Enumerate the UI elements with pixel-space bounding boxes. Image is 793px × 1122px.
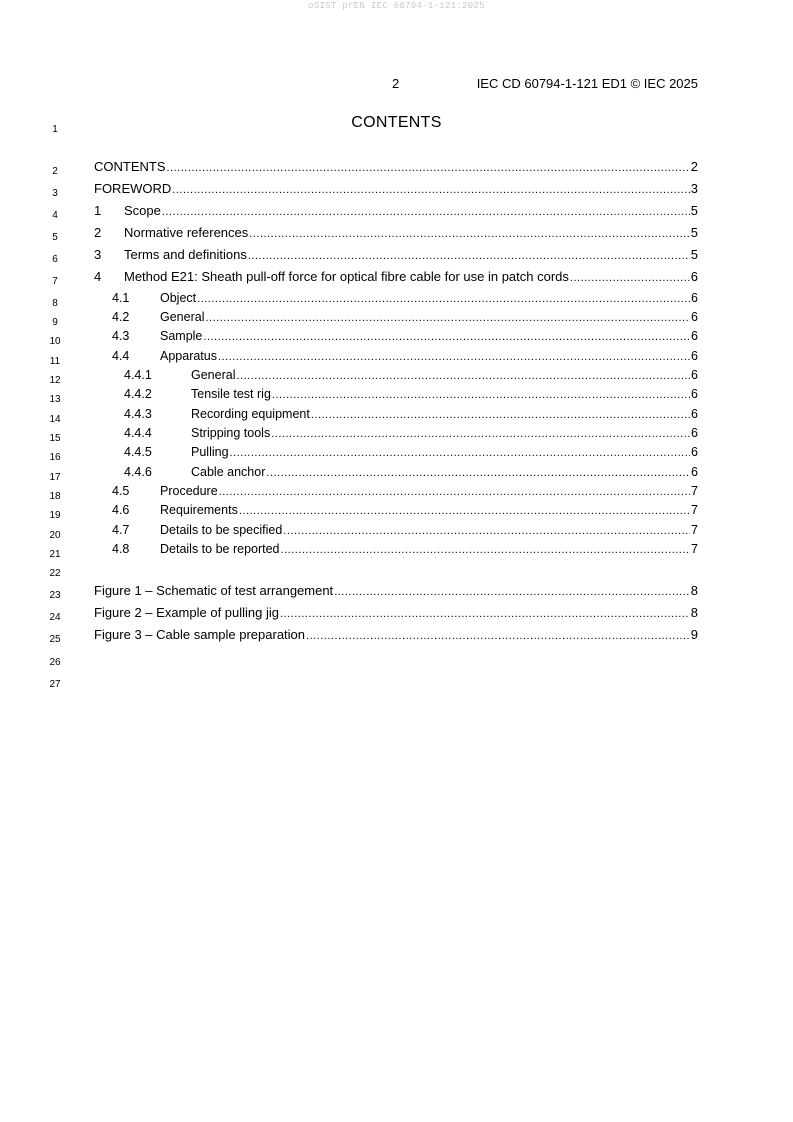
toc-entry-number: 4 [94,269,102,284]
dot-leader [271,428,690,440]
toc-entry[interactable] [94,583,698,599]
toc-entry-label: Recording equipment [191,407,310,421]
toc-entry-page: 9 [690,627,698,642]
toc-entry-label: Object [160,291,197,305]
toc-entry-page: 5 [690,225,698,240]
toc-entry-number: 2 [94,225,102,240]
toc-entry[interactable] [124,387,698,403]
line-number: 11 [49,356,61,367]
toc-entry-page: 6 [691,349,698,363]
toc-entry[interactable] [94,225,698,241]
dot-leader [334,586,690,598]
toc-entry-page: 6 [691,329,698,343]
toc-entry-label: Figure 1 – Schematic of test arrangement [94,583,334,598]
dot-leader [266,467,690,479]
toc-entry[interactable] [94,627,698,643]
line-number: 19 [49,510,61,521]
toc-entry[interactable] [94,605,698,621]
line-number: 17 [49,472,61,483]
toc-entry-label: Requirements [160,503,238,517]
toc-entry-page: 5 [690,203,698,218]
dot-leader [283,525,690,537]
toc-entry[interactable] [124,426,698,442]
toc-entry-label: General [191,368,236,382]
toc-entry[interactable] [94,159,698,175]
toc-entry-page: 5 [690,247,698,262]
toc-entry[interactable] [94,269,698,285]
toc-entry-page: 6 [691,291,698,305]
toc-entry[interactable] [94,247,698,263]
toc-entry-number: 4.5 [112,484,130,498]
line-number: 14 [49,414,61,425]
line-number: 15 [49,433,61,444]
line-number: 7 [52,276,58,287]
toc-entry-label: Terms and definitions [124,247,247,262]
page-number: 2 [392,76,400,91]
toc-entry-label: Figure 2 – Example of pulling jig [94,605,279,620]
document-reference: IEC CD 60794-1-121 ED1 © IEC 2025 [476,76,698,91]
toc-entry-page: 6 [691,445,698,459]
toc-entry-label: Stripping tools [191,426,271,440]
dot-leader [248,250,690,262]
toc-entry-label: Tensile test rig [191,387,271,401]
line-number: 13 [49,394,61,405]
dot-leader [219,486,690,498]
toc-entry-page: 3 [690,181,698,196]
dot-leader [236,370,690,382]
toc-entry-label: CONTENTS [94,159,166,174]
dot-leader [272,389,690,401]
toc-entry[interactable] [112,291,698,307]
line-number: 20 [49,530,61,541]
line-number: 23 [49,590,61,601]
toc-entry-page: 7 [691,484,698,498]
toc-entry-number: 4.4.4 [124,426,152,440]
toc-entry-number: 4.4 [112,349,130,363]
toc-entry-number: 4.7 [112,523,130,537]
toc-entry[interactable] [112,484,698,500]
toc-entry-page: 6 [691,426,698,440]
line-number: 9 [52,317,58,328]
dot-leader [218,351,690,363]
toc-entry[interactable] [94,181,698,197]
toc-entry-number: 4.4.3 [124,407,152,421]
toc-entry-number: 4.4.2 [124,387,152,401]
line-number: 6 [52,254,58,265]
toc-entry-page: 7 [691,542,698,556]
line-number: 24 [49,612,61,623]
toc-entry-number: 4.8 [112,542,130,556]
line-number: 26 [49,657,61,668]
toc-entry-page: 6 [691,368,698,382]
dot-leader [203,331,690,343]
line-number: 12 [49,375,61,386]
toc-entry[interactable] [112,349,698,365]
toc-entry[interactable] [124,465,698,481]
dot-leader [162,206,690,218]
toc-entry[interactable] [124,445,698,461]
line-number: 1 [52,124,58,135]
dot-leader [205,312,690,324]
line-number: 27 [49,679,61,690]
toc-entry-page: 6 [690,269,698,284]
dot-leader [570,272,690,284]
toc-entry-page: 6 [691,465,698,479]
line-number: 16 [49,452,61,463]
toc-entry-number: 4.4.1 [124,368,152,382]
toc-entry-label: Apparatus [160,349,217,363]
line-number: 10 [49,336,61,347]
toc-entry[interactable] [94,203,698,219]
toc-entry-number: 4.4.6 [124,465,152,479]
toc-entry-number: 4.2 [112,310,130,324]
dot-leader [167,162,690,174]
dot-leader [230,447,691,459]
toc-entry-label: Sample [160,329,203,343]
toc-entry[interactable] [112,542,698,558]
toc-entry-number: 3 [94,247,102,262]
toc-entry-number: 4.1 [112,291,130,305]
toc-entry[interactable] [124,407,698,423]
toc-entry-label: Cable anchor [191,465,266,479]
toc-entry-label: Details to be reported [160,542,280,556]
toc-entry-label: Scope [124,203,161,218]
toc-entry[interactable] [112,503,698,519]
line-number: 5 [52,232,58,243]
line-number: 8 [52,298,58,309]
toc-entry-label: Figure 3 – Cable sample preparation [94,627,306,642]
toc-entry-page: 6 [691,310,698,324]
toc-entry-page: 6 [691,387,698,401]
toc-entry-page: 2 [690,159,698,174]
toc-entry-page: 8 [690,605,698,620]
toc-entry-number: 4.6 [112,503,130,517]
toc-entry-page: 6 [691,407,698,421]
dot-leader [281,544,691,556]
line-number: 21 [49,549,61,560]
dot-leader [197,293,690,305]
line-number: 2 [52,166,58,177]
toc-entry-page: 8 [690,583,698,598]
toc-entry[interactable] [112,523,698,539]
toc-entry[interactable] [112,310,698,326]
toc-entry-page: 7 [691,503,698,517]
toc-entry-number: 1 [94,203,102,218]
line-number: 25 [49,634,61,645]
watermark: oSIST prEN IEC 60794-1-121:2025 [308,1,485,11]
toc-entry-label: Method E21: Sheath pull-off force for optical fibre cable for use in patch cords [124,269,569,284]
line-number: 18 [49,491,61,502]
line-number: 22 [49,568,61,579]
dot-leader [239,505,690,517]
line-number: 4 [52,210,58,221]
dot-leader [249,228,689,240]
toc-entry-label: Pulling [191,445,229,459]
toc-entry-label: Procedure [160,484,218,498]
toc-entry[interactable] [112,329,698,345]
toc-entry-label: Details to be specified [160,523,283,537]
dot-leader [306,630,690,642]
toc-entry-label: General [160,310,205,324]
toc-entry-number: 4.4.5 [124,445,152,459]
dot-leader [311,409,690,421]
toc-entry-page: 7 [691,523,698,537]
page-title: CONTENTS [351,114,442,131]
dot-leader [280,608,690,620]
dot-leader [172,184,689,196]
toc-entry[interactable] [124,368,698,384]
toc-entry-label: Normative references [124,225,249,240]
line-number: 3 [52,188,58,199]
toc-entry-label: FOREWORD [94,181,172,196]
toc-entry-number: 4.3 [112,329,130,343]
